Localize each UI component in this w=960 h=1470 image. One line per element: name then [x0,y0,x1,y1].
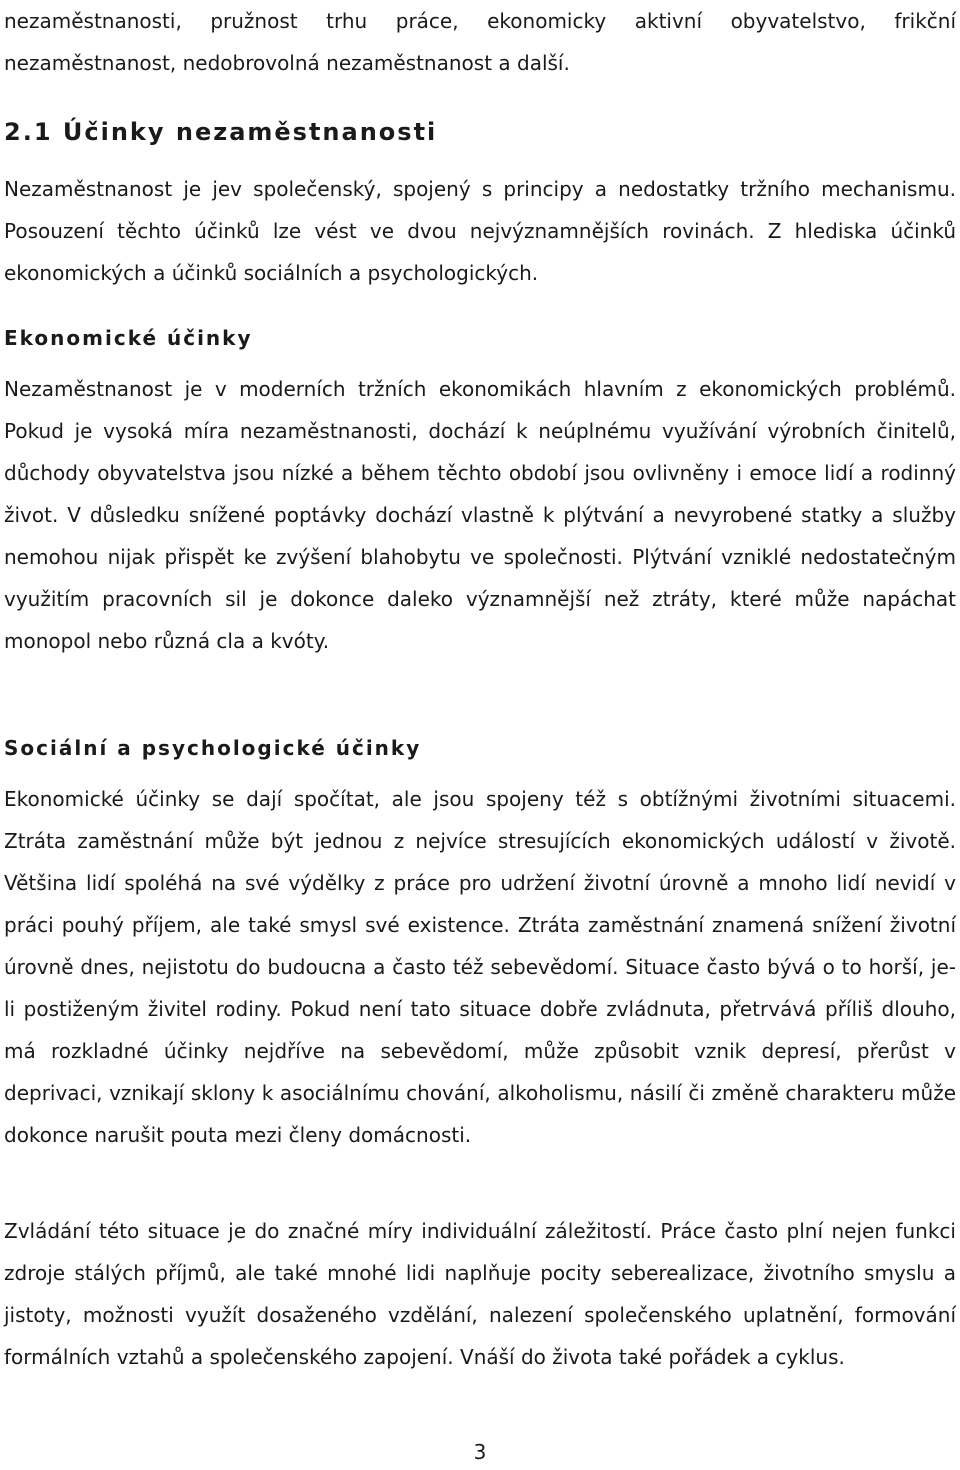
subsection-title-economic: Ekonomické účinky [4,326,253,350]
document-page [4,0,956,1470]
social-effects-paragraph: Ekonomické účinky se dají spočítat, ale jsou spojeny též s obtížnými životními situacemi. Ztráta zaměstnání může být jednou z nejvíce stresujících ekonomických událostí v životě. Většina lidí spoléhá na své výdělky z práce pro udržení životní úrovně a mnoho lidí nevidí v práci pouhý příjem, ale také smysl své existence. Ztráta zaměstnání znamená snížení životní úrovně dnes, nejistotu do budoucna a často též sebevědomí. Situace často bývá o to horší, je-li postiženým živitel rodiny. Pokud není tato situace dobře zvládnuta, přetrvává příliš dlouho, má rozkladné účinky nejdříve na sebevědomí, může způsobit vznik depresí, přerůst v deprivaci, vznikají sklony k asociálnímu chování, alkoholismu, násilí či změně charakteru může dokonce narušit pouta mezi členy domácnosti. [4,787,956,1147]
subsection-title-social: Sociální a psychologické účinky [4,736,422,760]
page-number: 3 [473,1440,487,1464]
lead-paragraph: nezaměstnanosti, pružnost trhu práce, ekonomicky aktivní obyvatelstvo, frikční nezaměstnanost, nedobrovolná nezaměstnanost a další. [4,9,956,75]
section-title: 2.1 Účinky nezaměstnanosti [4,118,438,146]
coping-paragraph: Zvládání této situace je do značné míry individuální záležitostí. Práce často plní nejen funkci zdroje stálých příjmů, ale také mnohé lidi naplňuje pocity seberealizace, životního smyslu a jistoty, možnosti využít dosaženého vzdělání, nalezení společenského uplatnění, formování formálních vztahů a společenského zapojení. Vnáší do života také pořádek a cyklus. [4,1219,956,1369]
economic-effects-paragraph: Nezaměstnanost je v moderních tržních ekonomikách hlavním z ekonomických problémů. Pokud je vysoká míra nezaměstnanosti, dochází k neúplnému využívání výrobních činitelů, důchody obyvatelstva jsou nízké a během těchto období jsou ovlivněny i emoce lidí a rodinný život. V důsledku snížené poptávky dochází vlastně k plýtvání a nevyrobené statky a služby nemohou nijak přispět ke zvýšení blahobytu ve společnosti. Plýtvání vzniklé nedostatečným využitím pracovních sil je dokonce daleko významnější než ztráty, které může napáchat monopol nebo různá cla a kvóty. [4,377,956,653]
intro-paragraph: Nezaměstnanost je jev společenský, spojený s principy a nedostatky tržního mechanismu. Posouzení těchto účinků lze vést ve dvou nejvýznamnějších rovinách. Z hlediska účinků ekonomických a účinků sociálních a psychologických. [4,177,956,285]
